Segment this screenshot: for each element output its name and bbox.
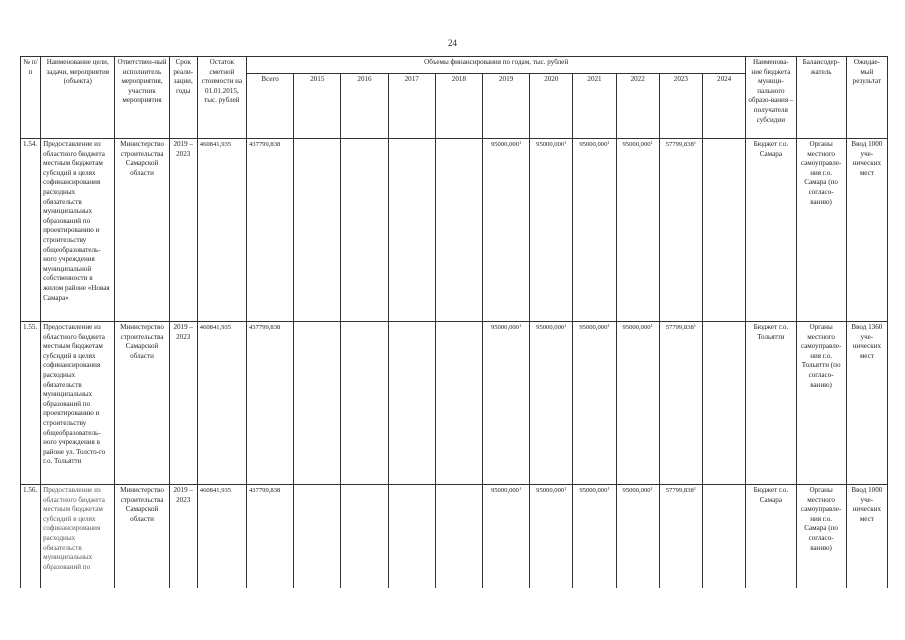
row-responsible: Министерство строительства Самарской области (115, 485, 169, 589)
header-result: Ожидае-мый результат (846, 57, 887, 139)
header-year: 2015 (294, 74, 341, 139)
row-2024 (702, 485, 745, 589)
row-2016 (341, 485, 388, 589)
header-name: Наименование цели, задачи, мероприятия (объекта) (41, 57, 115, 139)
row-holder: Органы местного самоуправле-ния г.о. Тольятти (по согласо-ванию) (796, 322, 846, 485)
row-responsible: Министерство строительства Самарской области (115, 322, 169, 485)
row-2015 (294, 139, 341, 322)
row-2021: 95000,000$^1$ (573, 322, 616, 485)
row-2019: 95000,000$^1$ (483, 322, 530, 485)
row-2020: 95000,000$^1$ (530, 322, 573, 485)
row-2017 (388, 139, 435, 322)
row-2016 (341, 322, 388, 485)
row-balance: 460841,935 (197, 322, 246, 485)
row-2021: 95000,000$^1$ (573, 139, 616, 322)
row-2020: 95000,000$^1$ (530, 485, 573, 589)
row-holder: Органы местного самоуправле-ния г.о. Самара (по согласо-ванию) (796, 139, 846, 322)
row-2022: 95000,000$^1$ (616, 485, 659, 589)
header-balance: Остаток сметной стоимости на 01.01.2015, тыс. рублей (197, 57, 246, 139)
header-num: № п/п (21, 57, 41, 139)
row-2019: 95000,000$^1$ (483, 139, 530, 322)
header-holder: Балансодер-жатель (796, 57, 846, 139)
header-responsible: Ответствен-ный исполнитель мероприятия, участник мероприятия (115, 57, 169, 139)
row-2020: 95000,000$^1$ (530, 139, 573, 322)
header-term: Срок реали-зации, годы (169, 57, 197, 139)
row-2017 (388, 322, 435, 485)
table-row (21, 485, 888, 589)
header-total: Всего (246, 74, 293, 139)
row-balance: 460841,935 (197, 139, 246, 322)
row-total: 437799,838 (246, 139, 293, 322)
row-2024 (702, 139, 745, 322)
row-term: 2019 – 2023 (169, 139, 197, 322)
row-2019: 95000,000$^1$ (483, 485, 530, 589)
row-name: Предоставление из областного бюджета местным бюджетам субсидий в целях софинансирования расходных обязательств муниципальных образований по (41, 485, 115, 589)
header-year: 2016 (341, 74, 388, 139)
row-2016 (341, 139, 388, 322)
row-2022: 95000,000$^1$ (616, 322, 659, 485)
row-budget: Бюджет г.о. Самара (746, 485, 796, 589)
row-num: 1.56. (21, 485, 41, 589)
row-name: Предоставление из областного бюджета местным бюджетам субсидий в целях софинансирования расходных обязательств муниципальных образований по проектированию и строительству общеобразователь-ного учреждения муниципальной собственности в жилом районе «Новая Самара» (41, 139, 115, 322)
row-term: 2019 – 2023 (169, 485, 197, 589)
row-2017 (388, 485, 435, 589)
row-result: Ввод 1360 уче-нических мест (846, 322, 887, 485)
row-2023: 57799,838$^1$ (659, 322, 702, 485)
row-total: 437799,838 (246, 485, 293, 589)
row-2018 (435, 139, 482, 322)
header-row-top (21, 57, 888, 74)
row-total: 437799,838 (246, 322, 293, 485)
row-balance: 460841,935 (197, 485, 246, 589)
row-2015 (294, 485, 341, 589)
row-budget: Бюджет г.о. Тольятти (746, 322, 796, 485)
header-year: 2018 (435, 74, 482, 139)
row-2022: 95000,000$^1$ (616, 139, 659, 322)
header-funding: Объемы финансирования по годам, тыс. рублей (246, 57, 745, 74)
row-budget: Бюджет г.о. Самара (746, 139, 796, 322)
header-year: 2021 (573, 74, 616, 139)
header-year: 2017 (388, 74, 435, 139)
table-row (21, 139, 888, 322)
page-number: 24 (448, 38, 457, 48)
funding-table (20, 56, 888, 588)
row-term: 2019 – 2023 (169, 322, 197, 485)
row-responsible: Министерство строительства Самарской области (115, 139, 169, 322)
row-result: Ввод 1000 уче-нических мест (846, 139, 887, 322)
row-num: 1.54. (21, 139, 41, 322)
row-2015 (294, 322, 341, 485)
row-result: Ввод 1000 уче-нических мест (846, 485, 887, 589)
row-holder: Органы местного самоуправле-ния г.о. Самара (по согласо-ванию) (796, 485, 846, 589)
header-year: 2024 (702, 74, 745, 139)
header-year: 2022 (616, 74, 659, 139)
row-2024 (702, 322, 745, 485)
row-2023: 57799,838$^1$ (659, 139, 702, 322)
row-2018 (435, 485, 482, 589)
table-row (21, 322, 888, 485)
header-year: 2019 (483, 74, 530, 139)
row-2021: 95000,000$^1$ (573, 485, 616, 589)
header-year: 2020 (530, 74, 573, 139)
row-name: Предоставление из областного бюджета местным бюджетам субсидий в целях софинансирования расходных обязательств муниципальных образований по проектированию и строительству общеобразователь-ного учреждения в районе ул. Толсто-го г.о. Тольятти (41, 322, 115, 485)
row-2023: 57799,838$^1$ (659, 485, 702, 589)
header-budget-name: Наименова-ние бюджета муници-пального образо-вания – получателя субсидии (746, 57, 796, 139)
row-2018 (435, 322, 482, 485)
header-year: 2023 (659, 74, 702, 139)
row-num: 1.55. (21, 322, 41, 485)
